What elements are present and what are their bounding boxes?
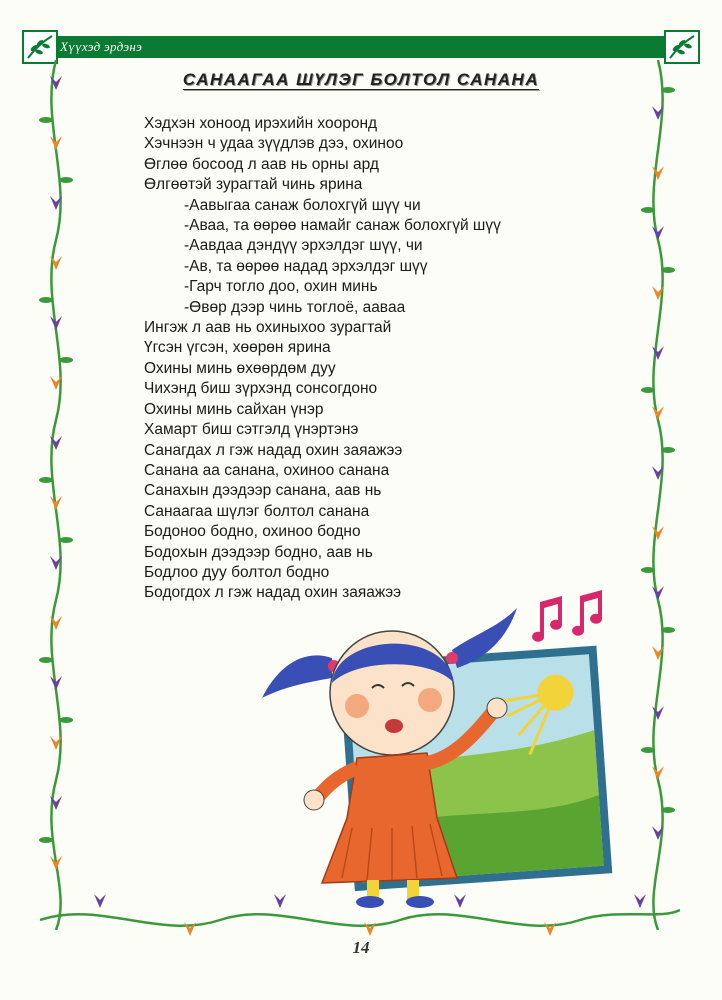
leaf-ornament-icon (22, 30, 58, 64)
poem-line: Бодлоо дуу болтол бодно (144, 563, 330, 581)
header-label: Хүүхэд эрдэнэ (60, 39, 143, 54)
left-flower-vine-border (34, 60, 78, 930)
poem-title: САНААГАА ШҮЛЭГ БОЛТОЛ САНАНА (182, 70, 540, 89)
music-notes-icon (532, 590, 602, 642)
poem-line: Санагдах л гэж надад охин заяажээ (144, 441, 403, 459)
girl-singing-illustration (262, 588, 622, 908)
leaf-ornament-icon (664, 30, 700, 64)
poem-line: -Аавыгаа санаж болохгүй шүү чи (184, 196, 421, 214)
poem-line: Хэдхэн хоноод ирэхийн хооронд (144, 115, 378, 132)
poem-line: -Аваа, та өөрөө намайг санаж болохгүй шүү (184, 217, 501, 235)
page-number: 14 (352, 938, 370, 957)
poem-line: -Өвөр дээр чинь тоглоё, аавaa (184, 298, 406, 316)
poem-line: Хамарт биш сэтгэлд үнэртэнэ (144, 421, 359, 439)
poem-line: -Аавдаа дэндүү эрхэлдэг шүү, чи (184, 237, 423, 255)
poem-line: Бодохын дээдээр бодно, аав нь (144, 543, 373, 561)
poem-line: Бодогдох л гэж надад охин заяажээ (144, 584, 402, 602)
poem-line: -Ав, та өөрөө надад эрхэлдэг шүү (184, 257, 428, 275)
poem-line: Үгсэн үгсэн, хөөрөн ярина (144, 339, 331, 357)
poem-line: Охины минь сайхан үнэр (144, 400, 324, 418)
poem-line: Бодоноо бодно, охиноо бодно (144, 523, 361, 541)
poem-line: Хэчнээн ч удаа зүүдлэв дээ, охиноо (144, 135, 404, 153)
poem-body (144, 114, 584, 604)
poem-line: Охины минь өхөөрдөм дуу (144, 359, 336, 377)
poem-line: -Гарч тогло доо, охин минь (184, 278, 378, 296)
poem-line: Ингэж л аав нь охиныхоо зурагтай (144, 319, 392, 337)
right-flower-vine-border (636, 60, 680, 930)
poem-line: Санана аа санана, охиноо санана (144, 461, 390, 479)
poem-line: Санаагаа шүлэг болтол санана (144, 502, 370, 520)
poem-line: Чихэнд биш зүрхэнд сонсогдоно (144, 380, 378, 398)
poem-line: Санахын дээдээр санана, аав нь (144, 482, 382, 500)
poem-line: Өглөө босоод л аав нь орны ард (144, 155, 379, 173)
poem-line: Өлгөөтэй зурагтай чинь ярина (144, 176, 363, 194)
